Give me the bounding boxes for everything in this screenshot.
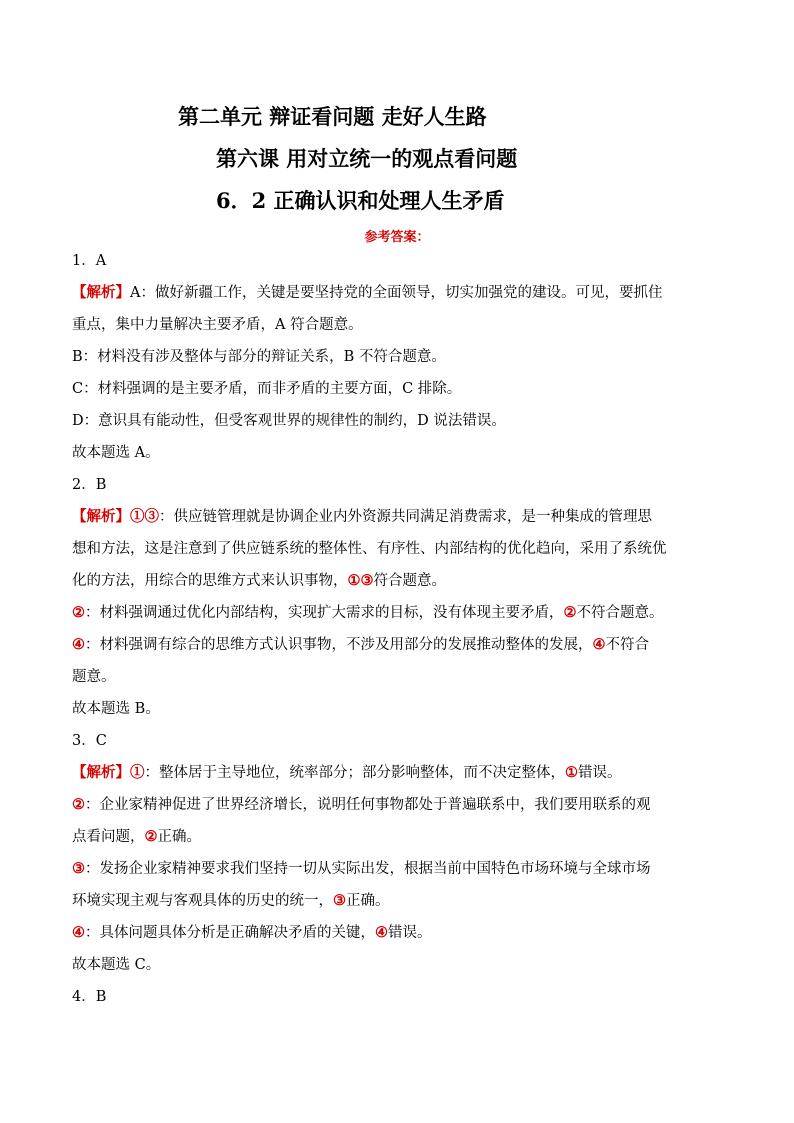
lesson-title: 第六课 用对立统一的观点看问题 [216, 146, 518, 171]
body-text: 错误。 [578, 765, 622, 781]
answer-line [72, 885, 732, 917]
body-text: ：企业家精神促进了世界经济增长，说明任何事物都处于普遍联系中，我们要用联系的观 [85, 797, 651, 813]
highlight-text: ② [72, 604, 85, 621]
body-text: ：发扬企业家精神要求我们坚持一切从实际出发，根据当前中国特色市场环境与全球市场 [85, 861, 651, 877]
answer-line [72, 693, 732, 725]
body-text: 不符合 [605, 637, 649, 653]
body-text: 故本题选 A。 [72, 445, 160, 461]
body-text: 点看问题， [72, 829, 145, 845]
body-text: ：具体问题具体分析是正确解决矛盾的关键， [85, 925, 375, 941]
answer-line [72, 341, 732, 373]
highlight-text: ③ [333, 892, 346, 909]
highlight-text: ④ [72, 924, 85, 941]
highlight-text: 【解析】 [72, 764, 130, 781]
body-text: 环境实现主观与客观具体的历史的统一， [72, 893, 333, 909]
body-text: 正确。 [157, 829, 201, 845]
answer-line [72, 405, 732, 437]
answer-line [72, 501, 732, 533]
highlight-text: ② [563, 604, 577, 621]
answer-line [72, 789, 732, 821]
body-text: 重点，集中力量解决主要矛盾，A 符合题意。 [72, 317, 363, 333]
body-text: ：供应链管理就是协调企业内外资源共同满足消费需求，是一种集成的管理思 [159, 509, 652, 525]
highlight-text: ④ [375, 924, 388, 941]
highlight-text: 【解析】 [72, 284, 130, 301]
answer-line [72, 629, 732, 661]
body-text: A：做好新疆工作，关键是要坚持党的全面领导，切实加强党的建设。可见，要抓住 [130, 285, 663, 301]
body-text: 题意。 [72, 669, 116, 685]
answer-line [72, 597, 732, 629]
body-text: 故本题选 C。 [72, 957, 161, 973]
answer-line [72, 565, 732, 597]
answer-reference-heading: 参考答案： [364, 230, 430, 245]
highlight-text: ④ [592, 636, 606, 653]
section-title: 6．2 正确认识和处理人生矛盾 [216, 188, 505, 213]
highlight-text: ② [144, 828, 158, 845]
body-text: 错误。 [388, 925, 432, 941]
body-text: ：材料强调有综合的思维方式认识事物，不涉及用部分的发展推动整体的发展， [85, 637, 593, 653]
highlight-text: 【解析】 [72, 508, 130, 525]
answers-list [72, 245, 732, 1013]
answer-number: 1．A [72, 253, 107, 269]
body-text: 故本题选 B。 [72, 701, 160, 717]
highlight-text: ② [72, 796, 85, 813]
answer-number: 4．B [72, 989, 107, 1005]
body-text: ：材料强调通过优化内部结构，实现扩大需求的目标，没有体现主要矛盾， [85, 605, 564, 621]
answer-number: 2．B [72, 477, 107, 493]
answer-line [72, 757, 732, 789]
body-text: 正确。 [346, 893, 390, 909]
answer-number: 3．C [72, 733, 107, 749]
answer-line [72, 853, 732, 885]
answer-line [72, 309, 732, 341]
highlight-text: ①③ [347, 572, 374, 589]
body-text: D：意识具有能动性，但受客观世界的规律性的制约，D 说法错误。 [72, 413, 506, 429]
answer-line [72, 373, 732, 405]
answer-line [72, 821, 732, 853]
answer-line [72, 437, 732, 469]
answer-line [72, 277, 732, 309]
unit-title: 第二单元 辩证看问题 走好人生路 [178, 104, 487, 129]
highlight-text: ① [565, 764, 578, 781]
highlight-text: ④ [72, 636, 85, 653]
highlight-text: ③ [72, 860, 85, 877]
answer-line [72, 533, 732, 565]
highlight-text: ①③ [130, 508, 159, 525]
body-text: 想和方法，这是注意到了供应链系统的整体性、有序性、内部结构的优化趋向，采用了系统优 [72, 541, 667, 557]
highlight-text: ① [130, 764, 145, 781]
answer-line [72, 917, 732, 949]
body-text: 化的方法，用综合的思维方式来认识事物， [72, 573, 348, 589]
answer-line [72, 949, 732, 981]
body-text: 不符合题意。 [576, 605, 664, 621]
body-text: B：材料没有涉及整体与部分的辩证关系，B 不符合题意。 [72, 349, 446, 365]
body-text: 符合题意。 [373, 573, 446, 589]
body-text: C：材料强调的是主要矛盾，而非矛盾的主要方面，C 排除。 [72, 381, 462, 397]
answer-line [72, 661, 732, 693]
body-text: ：整体居于主导地位，统率部分；部分影响整体，而不决定整体， [144, 765, 565, 781]
